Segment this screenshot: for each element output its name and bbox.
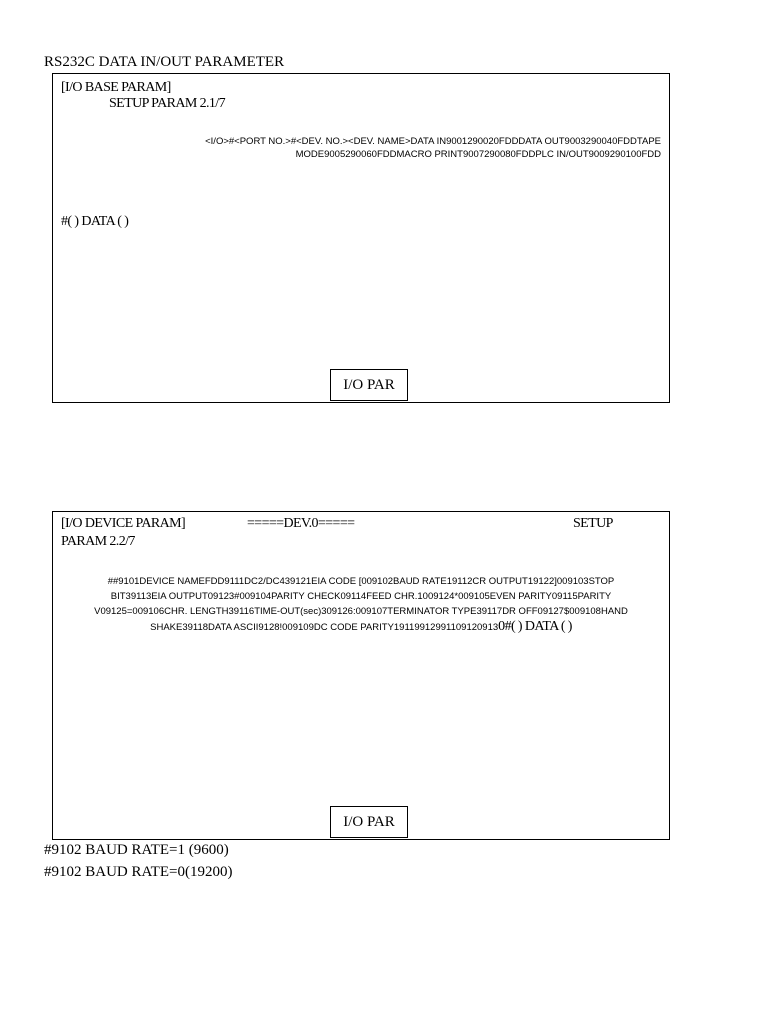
data-entry-prompt: 0#( ) DATA ( ) [498,619,572,634]
io-device-param-panel [52,511,670,840]
panel-header: [I/O DEVICE PARAM] [61,516,186,531]
io-par-button[interactable]: I/O PAR [330,369,408,401]
param-line: MODE9005290060FDDMACRO PRINT9007290080FDDPLC IN/OUT9009290100FDD [295,149,661,160]
baud-rate-note: #9102 BAUD RATE=1 (9600) [44,842,229,858]
param-line-text: SHAKE39118DATA ASCII9128!009109DC CODE PARITY19119912991109120913 [150,622,499,633]
param-line: ##9101DEVICE NAMEFDD9111DC2/DC439121EIA CODE [009102BAUD RATE19112CR OUTPUT19122]009103STOP [107,576,615,587]
device-label: =====DEV.0===== [247,516,355,531]
device-param-listing [61,574,661,635]
param-line: <I/O>#<PORT NO.>#<DEV. NO.><DEV. NAME>DATA IN9001290020FDDDATA OUT9003290040FDDTAPE [205,136,661,147]
param-listing [101,135,661,161]
param-line [61,619,661,635]
param-page-label: PARAM 2.2/7 [61,534,135,549]
io-par-button[interactable]: I/O PAR [330,806,408,838]
setup-label: SETUP [573,516,613,531]
document-title: RS232C DATA IN/OUT PARAMETER [44,54,285,70]
param-line: BIT39113EIA OUTPUT09123#009104PARITY CHECK09114FEED CHR.1009124*009105EVEN PARITY09115PARITY [110,591,612,602]
baud-rate-note: #9102 BAUD RATE=0(19200) [44,864,233,880]
io-base-param-panel [52,73,670,403]
data-entry-prompt: #( ) DATA ( ) [61,214,129,229]
panel-header: [I/O BASE PARAM] [61,80,171,95]
param-line: V09125=009106CHR. LENGTH39116TIME-OUT(sec)309126:009107TERMINATOR TYPE39117DR OFF09127$009108HAND [94,606,628,617]
panel-subheader: SETUP PARAM 2.1/7 [109,96,225,111]
